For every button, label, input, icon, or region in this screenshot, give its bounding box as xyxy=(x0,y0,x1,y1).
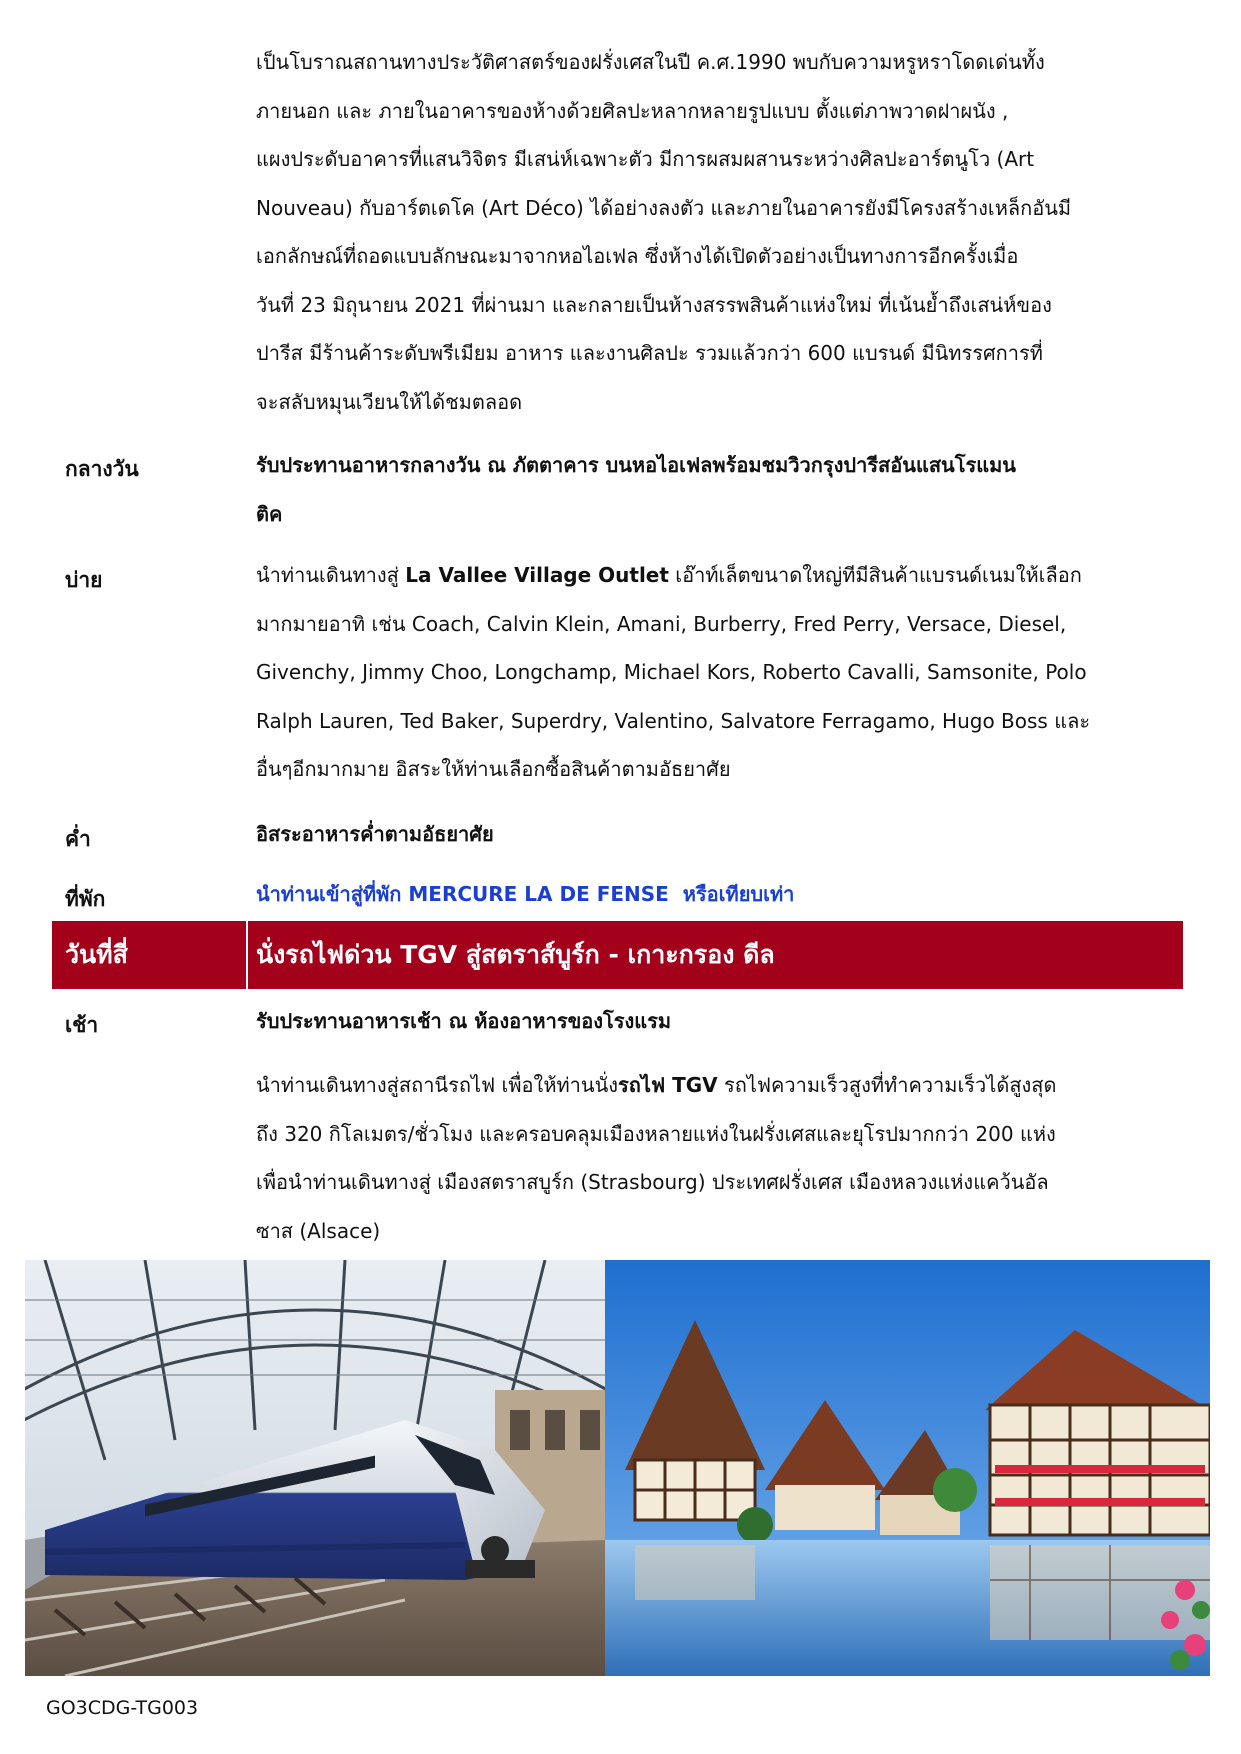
train-line xyxy=(256,1061,1170,1110)
intro-line: เอกลักษณ์ที่ถอดแบบลักษณะมาจากหอไอเฟล ซึ่งห้างได้เปิดตัวอย่างเป็นทางการอีกครั้งเมื่อ xyxy=(256,244,1019,268)
afternoon-text xyxy=(256,551,1170,794)
afternoon-line1-rest: เอ๊าท์เล็ตขนาดใหญ่ทีมีสินค้าแบรนด์เนมให้เลือก xyxy=(668,563,1082,587)
afternoon-line: Ralph Lauren, Ted Baker, Superdry, Valentino, Salvatore Ferragamo, Hugo Boss และ xyxy=(256,708,1091,733)
train-paragraph xyxy=(256,1061,1170,1255)
train-line: ถึง 320 กิโลเมตร/ชั่วโมง และครอบคลุมเมืองหลายแห่งในฝรั่งเศสและยุโรปมากกว่า 200 แห่ง xyxy=(256,1121,1056,1146)
dinner-label: ค่ำ xyxy=(65,827,91,851)
lunch-label: กลางวัน xyxy=(65,457,139,481)
breakfast-label: เช้า xyxy=(65,1013,99,1037)
breakfast-text: รับประทานอาหารเช้า ณ ห้องอาหารของโรงแรม xyxy=(256,1009,672,1033)
train-line: ซาส (Alsace) xyxy=(256,1218,381,1243)
intro-line: เป็นโบราณสถานทางประวัติศาสตร์ของฝรั่งเศสในปี ค.ศ.1990 พบกับความหรูหราโดดเด่นทั้ง xyxy=(256,50,1045,74)
intro-line: วันที่ 23 มิถุนายน 2021 ที่ผ่านมา และกลายเป็นห้างสรรพสินค้าแห่งใหม่ ที่เน้นย้ำถึงเสน่ห์ของ xyxy=(256,292,1052,317)
day-header-divider xyxy=(246,921,248,989)
lunch-line: ติค xyxy=(256,501,283,526)
afternoon-line: Givenchy, Jimmy Choo, Longchamp, Michael Kors, Roberto Cavalli, Samsonite, Polo xyxy=(256,660,1087,684)
day-label: วันที่สี่ xyxy=(65,940,128,969)
train-line: เพื่อนำท่านเดินทางสู่ เมืองสตราสบูร์ก (Strasbourg) ประเทศฝรั่งเศส เมืองหลวงแห่งแคว้นอัล xyxy=(256,1170,1049,1194)
day-title: นั่งรถไฟด่วน TGV สู่สตราส์บูร์ก - เกาะกรอง ดีล xyxy=(256,940,775,969)
dinner-text: อิสระอาหารค่ำตามอัธยาศัย xyxy=(256,822,494,846)
intro-line: ภายนอก และ ภายในอาคารของห้างด้วยศิลปะหลากหลายรูปแบบ ตั้งแต่ภาพวาดฝาผนัง , xyxy=(256,98,1009,123)
afternoon-line xyxy=(256,551,1170,600)
lunch-text xyxy=(256,441,1170,538)
afternoon-lead: นำท่านเดินทางสู่ xyxy=(256,563,406,587)
tgv-train-photo xyxy=(25,1260,605,1676)
intro-line: จะสลับหมุนเวียนให้ได้ชมตลอด xyxy=(256,389,523,414)
afternoon-label: บ่าย xyxy=(65,568,103,592)
strasbourg-canal-photo xyxy=(605,1260,1210,1676)
train-line1-rest: รถไฟความเร็วสูงที่ทำความเร็วได้สูงสุด xyxy=(717,1073,1057,1097)
day-header-bar xyxy=(52,921,1183,989)
document-code: GO3CDG-TG003 xyxy=(46,1697,199,1719)
afternoon-line: มากมายอาทิ เช่น Coach, Calvin Klein, Amani, Burberry, Fred Perry, Versace, Diesel, xyxy=(256,611,1067,636)
intro-line: Nouveau) กับอาร์ตเดโค (Art Déco) ได้อย่างลงตัว และภายในอาคารยังมีโครงสร้างเหล็กอันมี xyxy=(256,195,1072,220)
afternoon-line: อื่นๆอีกมากมาย อิสระให้ท่านเลือกซื้อสินค้าตามอัธยาศัย xyxy=(256,757,731,781)
hotel-text: นำท่านเข้าสู่ที่พัก MERCURE LA DE FENSE หรือเทียบเท่า xyxy=(256,882,795,906)
hotel-label: ที่พัก xyxy=(65,887,106,911)
intro-line: ปารีส มีร้านค้าระดับพรีเมียม อาหาร และงานศิลปะ รวมแล้วกว่า 600 แบรนด์ มีนิทรรศการที่ xyxy=(256,341,1043,365)
tgv-highlight: รถไฟ TGV xyxy=(618,1073,718,1097)
intro-paragraph xyxy=(256,38,1170,426)
intro-line: แผงประดับอาคารที่แสนวิจิตร มีเสน่ห์เฉพาะตัว มีการผสมผสานระหว่างศิลปะอาร์ตนูโว (Art xyxy=(256,147,1035,171)
train-lead: นำท่านเดินทางสู่สถานีรถไฟ เพื่อให้ท่านนั่ง xyxy=(256,1073,619,1097)
outlet-name: La Vallee Village Outlet xyxy=(405,563,669,587)
lunch-line: รับประทานอาหารกลางวัน ณ ภัตตาคาร บนหอไอเฟลพร้อมชมวิวกรุงปารีสอันแสนโรแมน xyxy=(256,453,1016,477)
